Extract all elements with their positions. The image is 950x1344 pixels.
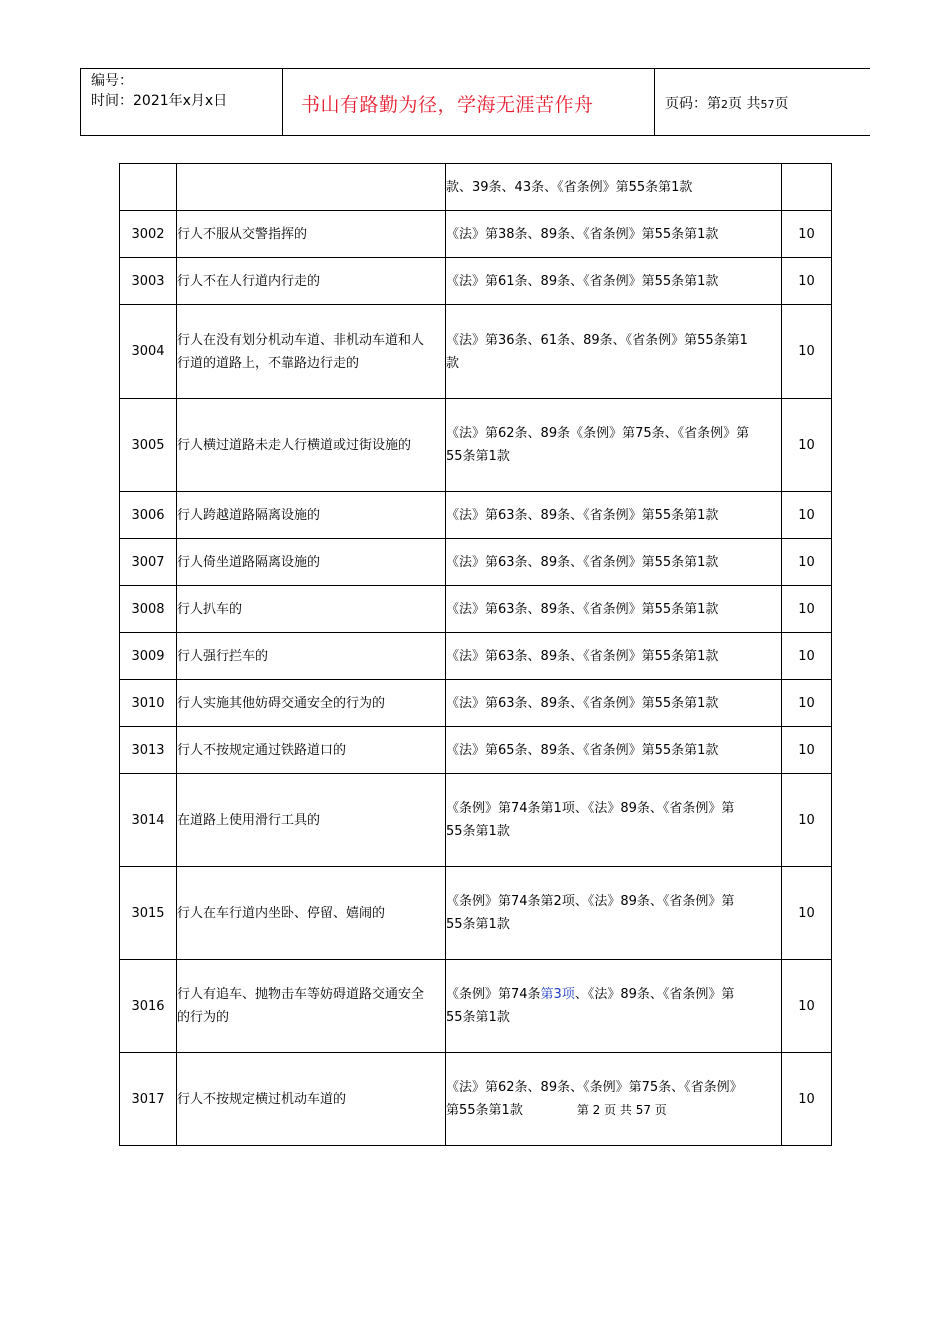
desc-cell: 在道路上使用滑行工具的: [177, 774, 446, 867]
code-cell: 3008: [120, 586, 177, 633]
desc-cell: 行人横过道路未走人行横道或过街设施的: [177, 399, 446, 492]
table-row: [120, 539, 832, 586]
law-cell: 《条例》第74条第2项、《法》89条、《省条例》第 55条第1款: [446, 867, 782, 960]
table-row: [120, 774, 832, 867]
points-cell: 10: [782, 211, 832, 258]
desc-cell: 行人不在人行道内行走的: [177, 258, 446, 305]
code-cell: 3015: [120, 867, 177, 960]
points-cell: 10: [782, 258, 832, 305]
points-cell: 10: [782, 492, 832, 539]
desc-cell: 行人强行拦车的: [177, 633, 446, 680]
code-cell: 3007: [120, 539, 177, 586]
desc-cell: 行人在没有划分机动车道、非机动车道和人 行道的道路上，不靠路边行走的: [177, 305, 446, 399]
header-info: [81, 69, 283, 135]
law-link[interactable]: 第3项: [540, 987, 575, 1002]
points-cell: 10: [782, 1053, 832, 1146]
law-cell: 《法》第63条、89条、《省条例》第55条第1款: [446, 633, 782, 680]
desc-cell: 行人在车行道内坐卧、停留、嬉闹的: [177, 867, 446, 960]
points-cell: [782, 164, 832, 211]
table-row: [120, 164, 832, 211]
code-cell: 3017: [120, 1053, 177, 1146]
law-cell: 《法》第38条、89条、《省条例》第55条第1款: [446, 211, 782, 258]
page-header: [80, 68, 870, 136]
law-cell: 《法》第65条、89条、《省条例》第55条第1款: [446, 727, 782, 774]
desc-cell: 行人扒车的: [177, 586, 446, 633]
law-cell: 《法》第63条、89条、《省条例》第55条第1款: [446, 492, 782, 539]
desc-cell: 行人跨越道路隔离设施的: [177, 492, 446, 539]
points-cell: 10: [782, 305, 832, 399]
desc-cell: 行人不服从交警指挥的: [177, 211, 446, 258]
table-row: [120, 258, 832, 305]
code-cell: 3002: [120, 211, 177, 258]
table-row: [120, 211, 832, 258]
law-cell: 《法》第62条、89条《条例》第75条、《省条例》第 55条第1款: [446, 399, 782, 492]
desc-cell: 行人不按规定横过机动车道的: [177, 1053, 446, 1146]
desc-cell: 行人有追车、抛物击车等妨碍道路交通安全 的行为的: [177, 960, 446, 1053]
points-cell: 10: [782, 539, 832, 586]
points-cell: 10: [782, 399, 832, 492]
code-cell: 3016: [120, 960, 177, 1053]
law-cell: 《法》第62条、89条、《条例》第75条、《省条例》 第55条第1款 第 2 页 共 57 页: [446, 1053, 782, 1146]
motto: 书山有路勤为径，学海无涯苦作舟: [301, 94, 594, 116]
law-cell: 《法》第63条、89条、《省条例》第55条第1款: [446, 680, 782, 727]
points-cell: 10: [782, 680, 832, 727]
page-footer: 第 2 页 共 57 页: [576, 1103, 667, 1117]
code-cell: 3006: [120, 492, 177, 539]
table-row: [120, 680, 832, 727]
points-cell: 10: [782, 960, 832, 1053]
code-cell: 3014: [120, 774, 177, 867]
table-row: [120, 867, 832, 960]
table-row: [120, 727, 832, 774]
code-cell: 3005: [120, 399, 177, 492]
law-cell: 《法》第63条、89条、《省条例》第55条第1款: [446, 586, 782, 633]
law-cell: 《条例》第74条第3项、《法》89条、《省条例》第 55条第1款: [446, 960, 782, 1053]
points-cell: 10: [782, 633, 832, 680]
law-cell: 款、39条、43条、《省条例》第55条第1款: [446, 164, 782, 211]
points-cell: 10: [782, 867, 832, 960]
violation-table: [119, 163, 832, 1146]
points-cell: 10: [782, 727, 832, 774]
desc-cell: 行人倚坐道路隔离设施的: [177, 539, 446, 586]
time-label: 时间：2021年x月x日: [91, 93, 228, 109]
points-cell: 10: [782, 586, 832, 633]
table-row: [120, 1053, 832, 1146]
desc-cell: 行人不按规定通过铁路道口的: [177, 727, 446, 774]
code-cell: 3013: [120, 727, 177, 774]
table-row: [120, 633, 832, 680]
code-cell: [120, 164, 177, 211]
code-cell: 3004: [120, 305, 177, 399]
code-cell: 3010: [120, 680, 177, 727]
table-row: [120, 399, 832, 492]
table-row: [120, 492, 832, 539]
desc-cell: [177, 164, 446, 211]
law-cell: 《法》第61条、89条、《省条例》第55条第1款: [446, 258, 782, 305]
law-cell: 《法》第63条、89条、《省条例》第55条第1款: [446, 539, 782, 586]
code-cell: 3003: [120, 258, 177, 305]
code-cell: 3009: [120, 633, 177, 680]
table-row: [120, 960, 832, 1053]
law-cell: 《条例》第74条第1项、《法》89条、《省条例》第 55条第1款: [446, 774, 782, 867]
table-row: [120, 586, 832, 633]
desc-cell: 行人实施其他妨碍交通安全的行为的: [177, 680, 446, 727]
header-motto-cell: [283, 69, 655, 135]
table-row: [120, 305, 832, 399]
page-indicator: 页码：第2页 共57页: [665, 96, 789, 112]
law-cell: 《法》第36条、61条、89条、《省条例》第55条第1 款: [446, 305, 782, 399]
serial-label: 编号：: [91, 73, 133, 89]
points-cell: 10: [782, 774, 832, 867]
header-page-cell: [655, 69, 871, 135]
